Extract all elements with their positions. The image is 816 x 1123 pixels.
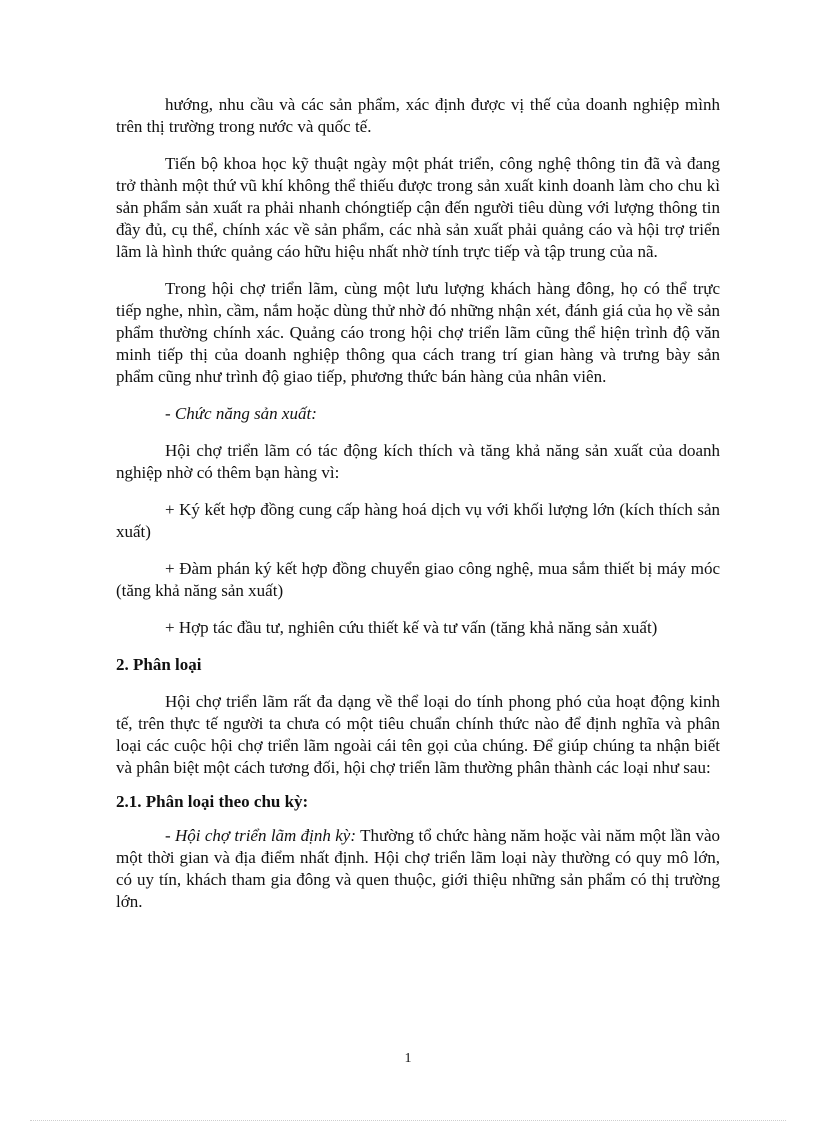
- italic-term: - Hội chợ triển lãm định kỳ:: [165, 826, 357, 845]
- page-divider: [30, 1120, 786, 1121]
- list-item: + Đàm phán ký kết hợp đồng chuyển giao công nghệ, mua sắm thiết bị máy móc (tăng khả năng sản xuất): [116, 559, 720, 600]
- paragraph: [116, 825, 720, 913]
- paragraph: Hội chợ triển lãm có tác động kích thích và tăng khả năng sản xuất của doanh nghiệp nhờ có thêm bạn hàng vì:: [116, 441, 720, 482]
- paragraph: Hội chợ triển lãm rất đa dạng về thể loại do tính phong phó của hoạt động kinh tế, trên thực tế người ta chưa có một tiêu chuẩn chính thức nào để định nghĩa và phân loại các cuộc hội chợ triển lãm ngoài cái tên gọi của chúng. Để giúp chúng ta nhận biết và phân biệt một cách tương đối, hội chợ triển lãm thường phân thành các loại như sau:: [116, 692, 720, 777]
- section-heading: 2. Phân loại: [116, 655, 202, 674]
- page-number: 1: [404, 1051, 412, 1066]
- italic-label: - Chức năng sản xuất:: [165, 404, 317, 423]
- list-item: + Hợp tác đầu tư, nghiên cứu thiết kế và tư vấn (tăng khả năng sản xuất): [165, 618, 658, 637]
- paragraph: hướng, nhu cầu và các sản phẩm, xác định được vị thế của doanh nghiệp mình trên thị trường trong nước và quốc tế.: [116, 95, 720, 136]
- section-label: [116, 403, 720, 425]
- paragraph: Tiến bộ khoa học kỹ thuật ngày một phát triển, công nghệ thông tin đã và đang trở thành một thứ vũ khí không thể thiếu được trong sản xuất kinh doanh làm cho chu kì sản phẩm sản xuất ra phải nhanh chóngtiếp cận đến người tiêu dùng với lượng thông tin đầy đủ, cụ thể, chính xác về sản phẩm, các nhà sản xuất phải quảng cáo và hội trợ triển lãm là hình thức quảng cáo hữu hiệu nhất nhờ tính trực tiếp và tập trung của nã.: [116, 154, 720, 261]
- document-page: [116, 94, 720, 913]
- subsection-heading: 2.1. Phân loại theo chu kỳ:: [116, 792, 309, 811]
- paragraph: Trong hội chợ triển lãm, cùng một lưu lượng khách hàng đông, họ có thể trực tiếp nghe, nhìn, cầm, nắm hoặc dùng thử nhờ đó những nhận xét, đánh giá của họ về sản phẩm thường chính xác. Quảng cáo trong hội chợ triển lãm cũng thể hiện trình độ văn minh tiếp thị của doanh nghiệp thông qua cách trang trí gian hàng và trưng bày sản phẩm cũng như trình độ giao tiếp, phương thức bán hàng của nhân viên.: [116, 279, 720, 386]
- list-item: + Ký kết hợp đồng cung cấp hàng hoá dịch vụ với khối lượng lớn (kích thích sản xuất): [116, 500, 720, 541]
- paragraph-text: Thường tổ chức hàng năm hoặc vài năm một lần vào một thời gian và địa điểm nhất định. Hội chợ triển lãm loại này thường có quy mô lớn, có uy tín, khách tham gia đông và quen thuộc, giới thiệu những sản phẩm có thị trường lớn.: [116, 826, 720, 911]
